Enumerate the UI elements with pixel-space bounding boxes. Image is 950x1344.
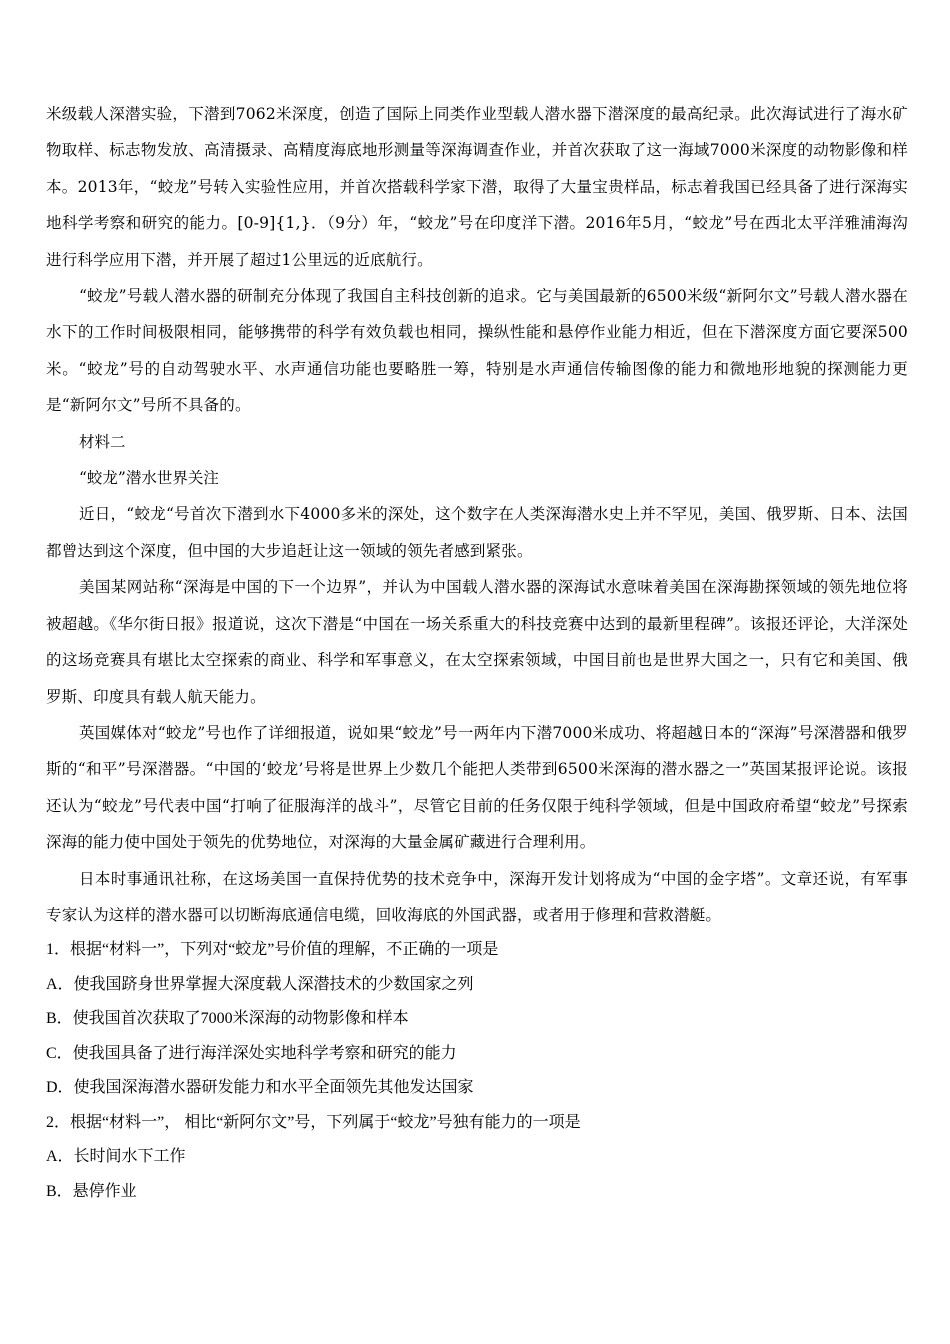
question-2-option-b: B．悬停作业 (46, 1182, 137, 1200)
material2-paragraph-1: 近日，“蛟龙“号首次下潜到水下4000多米的深处，这个数字在人类深海潜水史上并不罕见，美国、俄罗斯、日本、法国都曾达到这个深度，但中国的大步追赶让这一领域的领先者感到紧张。 (46, 505, 908, 560)
material2-title: “蛟龙”潜水世界关注 (79, 469, 219, 488)
material2-paragraph-4: 日本时事通讯社称，在这场美国一直保持优势的技术竞争中，深海开发计划将成为“中国的金字塔”。文章还说，有军事专家认为这样的潜水器可以切断海底通信电缆，回收海底的外国武器，或者用于修理和营救潜艇。 (46, 869, 908, 924)
question-1-stem: 1．根据“材料一”，下列对“蛟龙”号价值的理解，不正确的一项是 (46, 941, 499, 959)
document-page (46, 96, 908, 1209)
question-1-option-b: B．使我国首次获取了7000米深海的动物影像和样本 (46, 1010, 409, 1028)
question-2-stem: 2．根据“材料一”， 相比“新阿尔文”号，下列属于“蛟龙”号独有能力的一项是 (46, 1113, 581, 1131)
material2-paragraph-3: 英国媒体对“蛟龙”号也作了详细报道，说如果“蛟龙”号一两年内下潜7000米成功、将超越日本的“深海”号深潜器和俄罗斯的“和平”号深潜器。“中国的‘蛟龙’号将是世界上少数几个能把人类带到6500米深海的潜水器之一”英国某报评论说。该报还认为“蛟龙”号代表中国“打响了征服海洋的战斗”，尽管它目前的任务仅限于纯科学领域，但是中国政府希望“蛟龙”号探索深海的能力使中国处于领先的优势地位，对深海的大量金属矿藏进行合理利用。 (46, 723, 908, 852)
question-1-option-a: A．使我国跻身世界掌握大深度载人深潜技术的少数国家之列 (46, 975, 474, 993)
material2-label: 材料二 (79, 432, 126, 451)
question-1-option-d: D．使我国深海潜水器研发能力和水平全面领先其他发达国家 (46, 1079, 474, 1097)
material1-paragraph-1: 米级载人深潜实验，下潜到7062米深度，创造了国际上同类作业型载人潜水器下潜深度的最高纪录。此次海试进行了海水矿物取样、标志物发放、高清摄录、高精度海底地形测量等深海调查作业，并首次获取了这一海域7000米深度的动物影像和样本。2013年，“蛟龙”号转入实验性应用，并首次搭载科学家下潜，取得了大量宝贵样品，标志着我国已经具备了进行深海实地科学考察和研究的能力。[0-9]{1,}．（9分）年，“蛟龙”号在印度洋下潜。2016年5月，“蛟龙”号在西北太平洋雅浦海沟进行科学应用下潜，并开展了超过1公里远的近底航行。 (46, 105, 908, 269)
material2-paragraph-2: 美国某网站称“深海是中国的下一个边界”，并认为中国载人潜水器的深海试水意味着美国在深海勘探领域的领先地位将被超越。《华尔街日报》报道说，这次下潜是“中国在一场关系重大的科技竞赛中达到的最新里程碑”。该报还评论，大洋深处的这场竞赛具有堪比太空探索的商业、科学和军事意义，在太空探索领域，中国目前也是世界大国之一，只有它和美国、俄罗斯、印度具有载人航天能力。 (46, 578, 908, 706)
question-1-option-c: C．使我国具备了进行海洋深处实地科学考察和研究的能力 (46, 1044, 457, 1062)
question-2-option-a: A．长时间水下工作 (46, 1148, 186, 1166)
material1-paragraph-2: “蛟龙”号载人潜水器的研制充分体现了我国自主科技创新的追求。它与美国最新的6500米级“新阿尔文”号载人潜水器在水下的工作时间极限相同，能够携带的科学有效负载也相同，操纵性能和悬停作业能力相近，但在下潜深度方面它要深500米。“蛟龙”号的自动驾驶水平、水声通信功能也要略胜一筹，特别是水声通信传输图像的能力和微地形地貌的探测能力更是“新阿尔文”号所不具备的。 (46, 287, 908, 415)
